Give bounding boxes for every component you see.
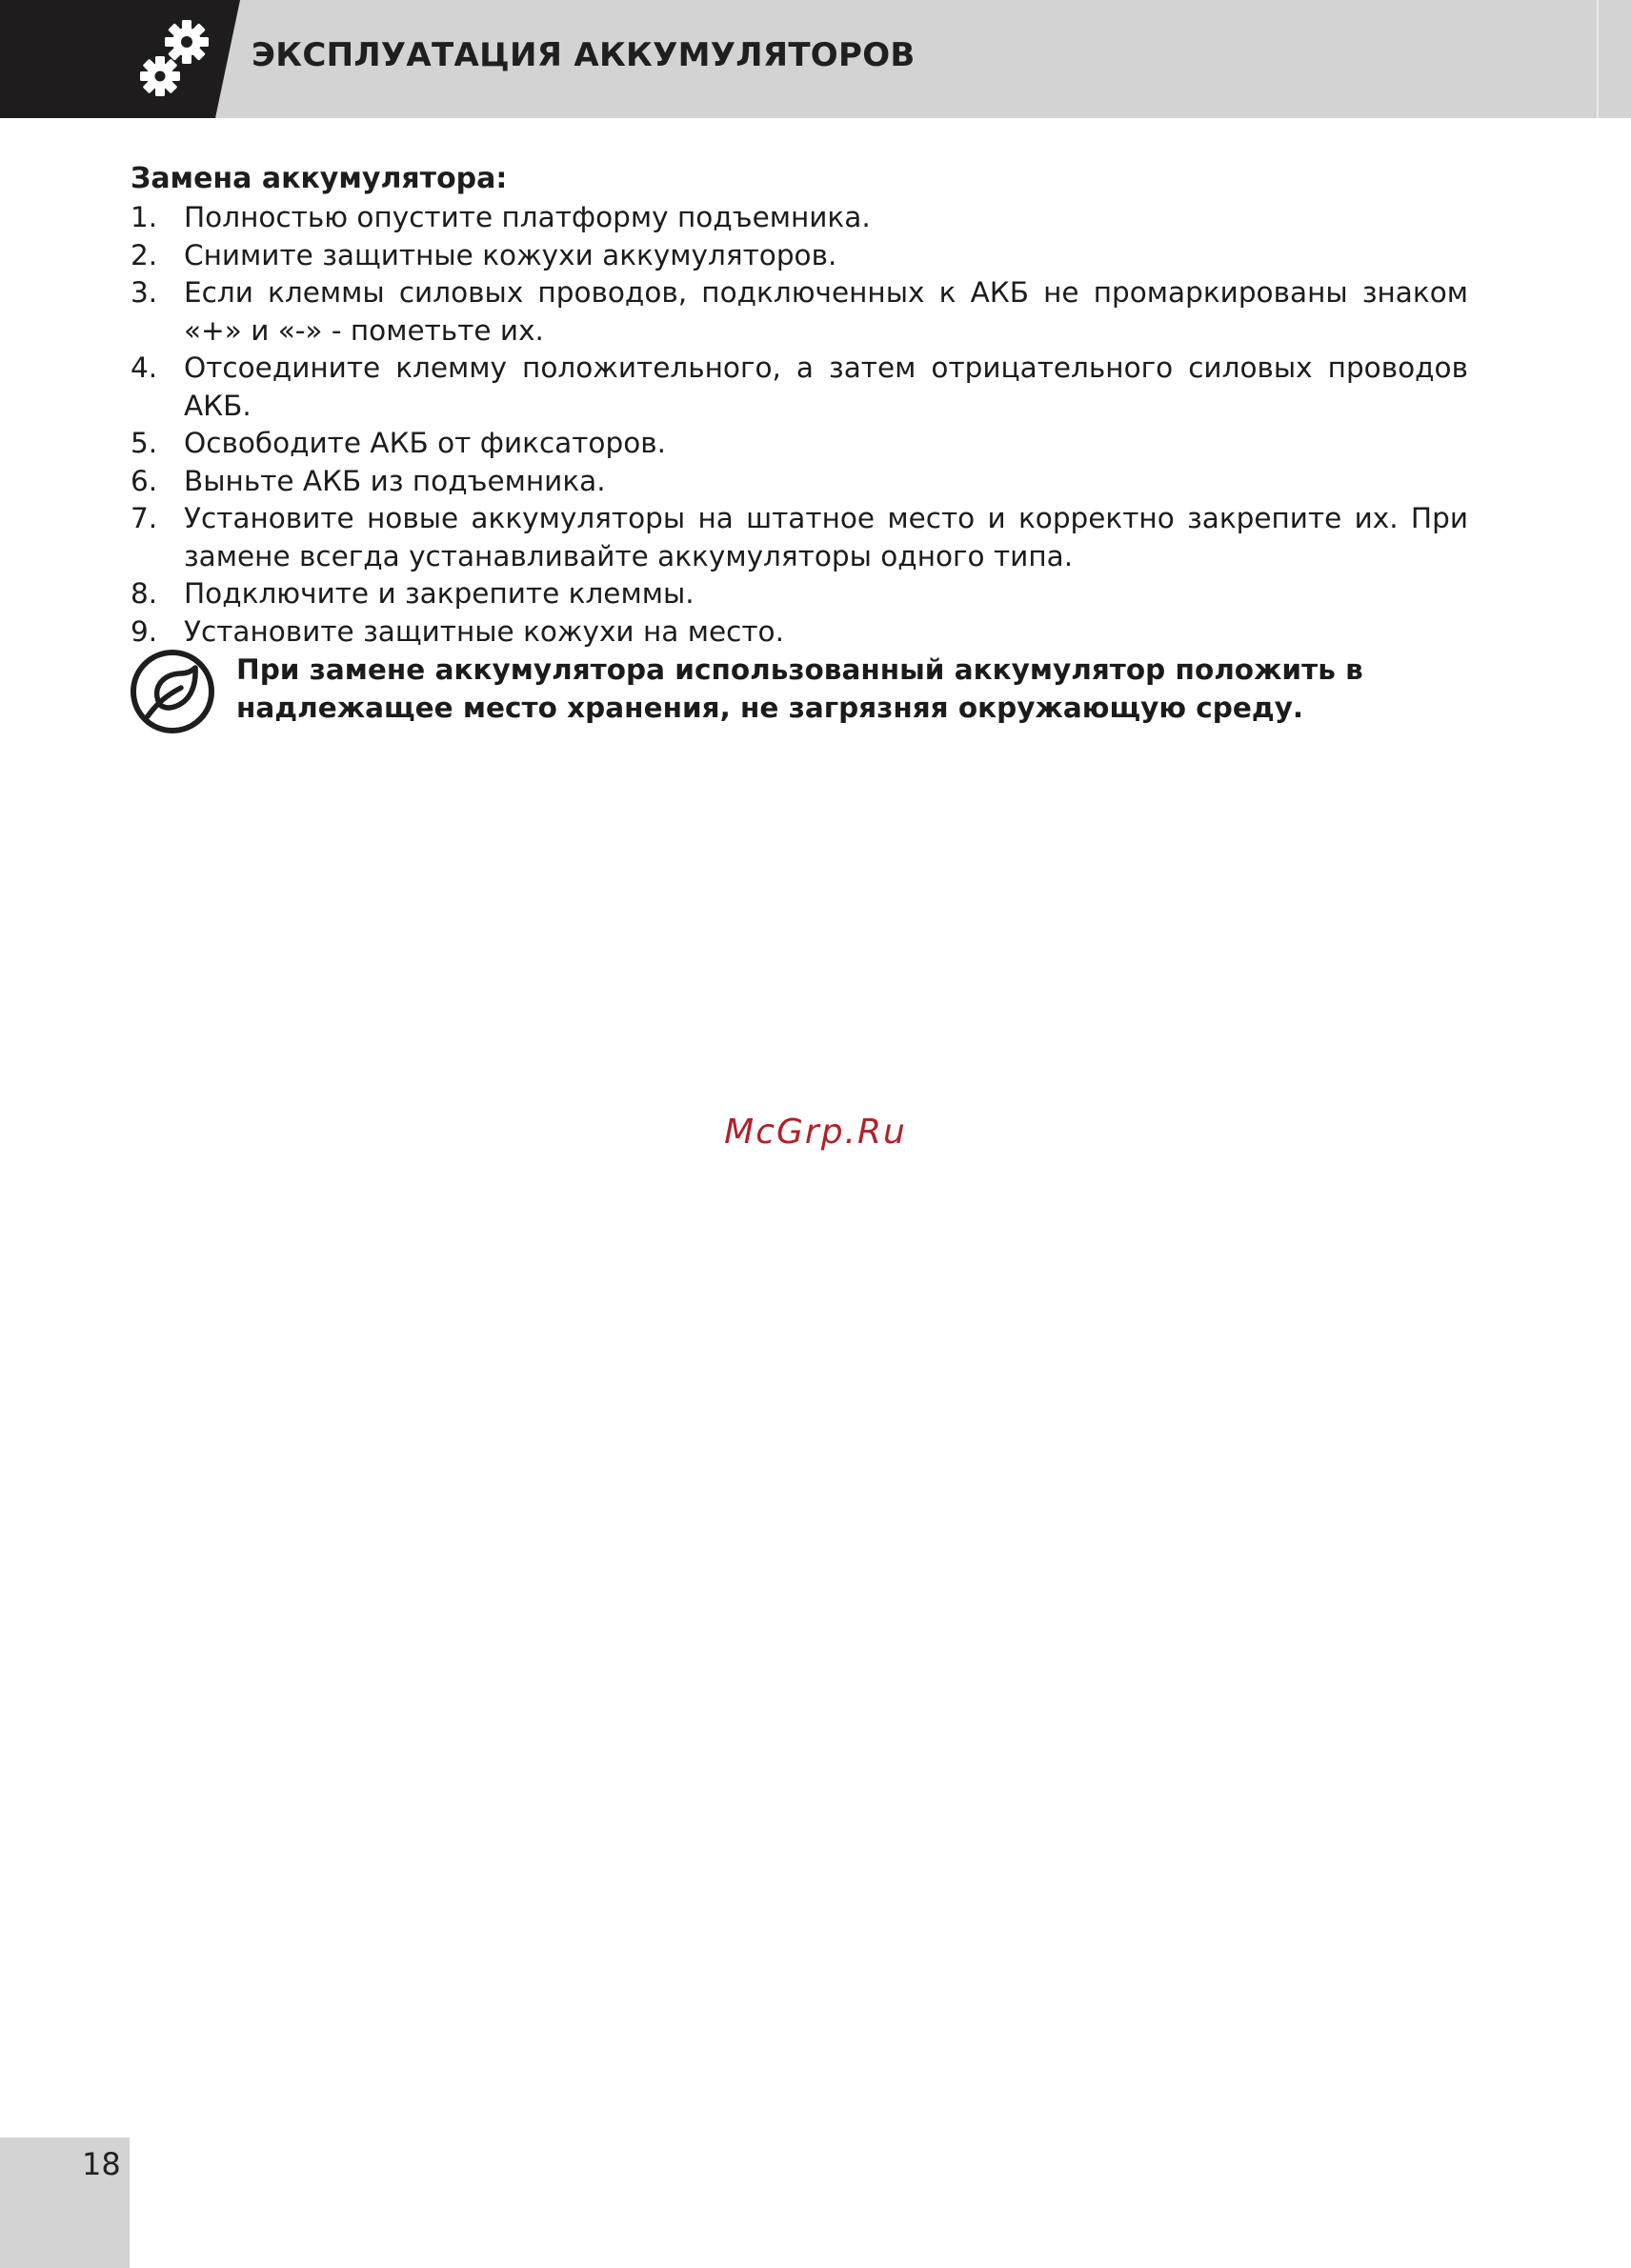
step-number: 3. [131,276,158,309]
step-text: Снимите защитные кожухи аккумуляторов. [184,238,837,271]
step-text: Полностью опустите платформу подъемника. [184,201,871,233]
step-number: 1. [131,201,158,233]
watermark: McGrp.Ru [724,1113,907,1152]
list-item [131,500,1468,575]
step-text: Выньте АКБ из подъемника. [184,464,606,497]
list-item [131,463,1468,501]
step-text: Если клеммы силовых проводов, подключенных к АКБ не промаркированы знаком «+» и «-» - пометьте их. [184,276,1468,347]
step-number: 4. [131,351,158,384]
list-item [131,274,1468,350]
step-number: 7. [131,502,158,534]
list-item [131,575,1468,613]
step-number: 6. [131,464,158,497]
section-title: Замена аккумулятора: [131,162,508,195]
step-number: 5. [131,427,158,459]
step-number: 9. [131,614,158,648]
step-number: 8. [131,577,158,610]
list-item [131,199,1468,237]
list-item [131,425,1468,463]
header-icon-block [0,0,240,118]
step-text: Подключите и закрепите клеммы. [184,577,695,610]
header-title: ЭКСПЛУАТАЦИЯ АККУМУЛЯТОРОВ [252,36,916,74]
steps-list [131,199,1468,651]
step-number: 2. [131,238,158,271]
step-text: Отсоедините клемму положительного, а затем отрицательного силовых проводов АКБ. [184,351,1468,422]
step-text: Освободите АКБ от фиксаторов. [184,427,667,459]
header-divider [1597,0,1599,118]
eco-leaf-icon [129,648,216,735]
step-text: Установите новые аккумуляторы на штатное место и корректно закрепите их. При замене всегда устанавливайте аккумуляторы одного типа. [184,502,1468,572]
gears-icon [137,17,217,103]
list-item [131,613,1468,652]
environment-note: При замене аккумулятора использованный аккумулятор положить в надлежащее место хранения, не загрязняя окружающую среду. [236,653,1363,724]
page-number: 18 [82,2146,121,2182]
list-item [131,237,1468,275]
list-item [131,350,1468,425]
step-text: Установите защитные кожухи на место. [184,614,784,648]
